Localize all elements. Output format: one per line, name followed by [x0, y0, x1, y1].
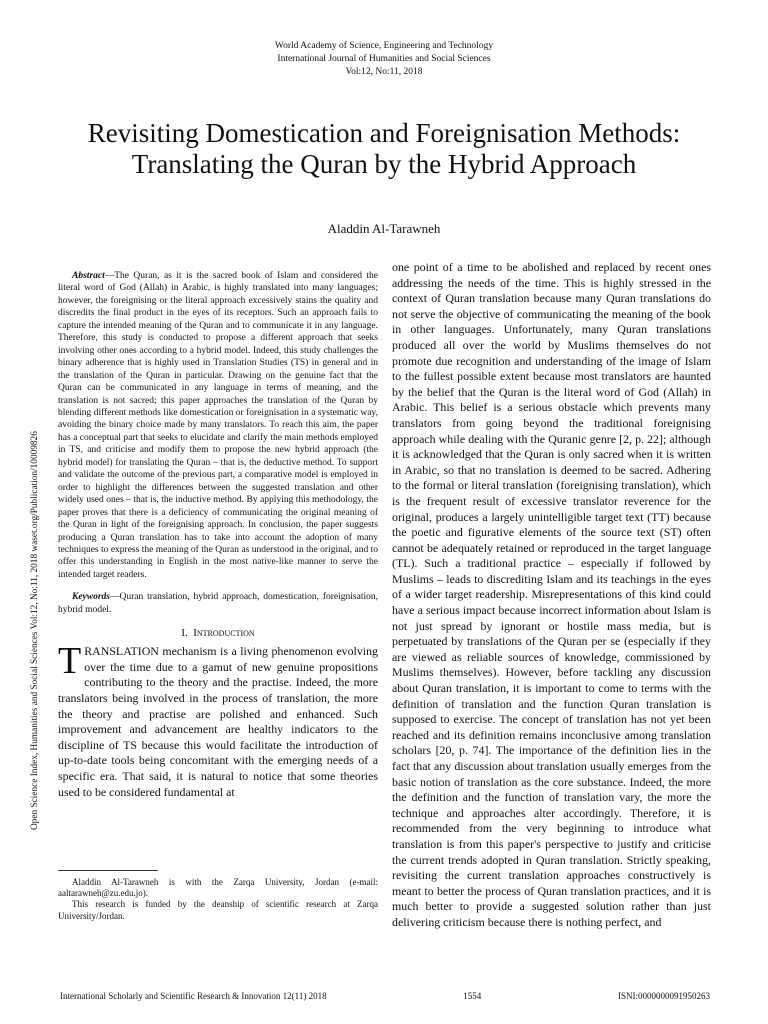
abstract: [58, 270, 378, 581]
paper-title: Revisiting Domestication and Foreignisation Methods: Translating the Quran by the Hybrid Approach: [87, 118, 681, 179]
section-title: Introduction: [193, 627, 255, 640]
footnote-affiliation: Aladdin Al-Tarawneh is with the Zarqa University, Jordan (e-mail: aaltarawneh@zu.edu.jo).: [58, 877, 378, 899]
abstract-label: Abstract: [72, 271, 105, 281]
right-column-text: one point of a time to be abolished and replaced by recent ones addressing the needs of the time. This is highly stressed in the context of Quran translation because many Quran translations do not serve the objective of communicating the meaning of the book in other languages. Unfortunately, many Quran translations produced all over the world by Muslims themselves do not promote due recognition and understanding of the image of Islam to the fullest possible extent because most translators are haunted by the belief that the Quran is the literal word of God (Allah) in Arabic. This belief is a serious obstacle which prevents many translators from going beyond the traditional foreignising approach while dealing with the Quranic genre [2, p. 22]; although it is acknowledged that the Quran is only sacred when it is written in Arabic, so that no translation is deemed to be sacred. Adhering to the formal or literal translation (foreignising translation), which is the frequent result of excessive translator reverence for the original, produces a largely unintelligible target text (TT) because the poetic and figurative elements of the source text (ST) often cannot be adequately retained or reproduced in the target language (TL). Such a traditional practice – especially if followed by Muslims – leads to discrediting Islam and its teachings in the eyes of a wider target readership. Misrepresentations of this kind could have a serious impact because incorrect information about Islam is not just spread by ignorant or hostile mass media, but is perpetuated by translations of the Quran per se (especially if they are viewed as reliable sources of knowledge, commissioned by Muslims themselves). However, before tackling any discussion about Quran translation, it is important to come to terms with the definition of translation and the function Quran translation is supposed to exercise. The concept of translation has not yet been reached and its definition remains inconclusive among translation scholars [20, p. 74]. The importance of the definition lies in the fact that any discussion about translation usually emerges from the basic notion of translation as the core substance. Indeed, the more the definition and the function of translation vary, the more the technique and approaches alter accordingly. Therefore, it is recommended from the very beginning to introduce what translation is from this paper's perspective to justify and criticise the current trends adopted in Quran translation. Strictly speaking, revisiting the current translation approaches constructively is meant to better the process of Quran translation practices, and it is much better to provide a suggested solution rather than just delivering criticism because there is nothing perfect, and: [392, 260, 711, 929]
footer-journal: International Scholarly and Scientific Research & Innovation 12(11) 2018: [60, 991, 327, 1001]
footnote-rule: [58, 870, 158, 871]
section-heading: [58, 627, 378, 639]
right-column: [392, 260, 711, 931]
intro-text: RANSLATION mechanism is a living phenomenon evolving over the time due to a gamut of new genuine propositions contributing to the theory and the practise. Indeed, the more translators being involved in the process of translation, the more the theory and practise are polished and enhanced. Such improvement and advancement are healthy indicators to the discipline of TS because this would facilitate the introduction of up-to-date tools being concomitant with the emerging needs of a specific era. That said, it is natural to notice that some theories used to be considered fundamental at: [58, 644, 378, 799]
keywords-label: Keywords: [72, 592, 110, 603]
footnote-funding: This research is funded by the deanship of scientific research at Zarqa University/Jordan.: [58, 899, 378, 921]
header-line-3: Vol:12, No:11, 2018: [345, 67, 423, 77]
abstract-text: —The Quran, as it is the sacred book of Islam and considered the literal word of God (Allah) in Arabic, is highly translated into many languages; however, the foreignising or the literal approach excessively stains the quality and discredits the final product in the eyes of its receptors. Such an approach fails to capture the intended meaning of the Quran and to communicate it in any language. Therefore, this study is conducted to propose a different approach that seeks involving other ones according to a hybrid model. Indeed, this study challenges the binary adherence that is highly used in Translation Studies (TS) in general and in the translation of the Quran in particular. Drawing on the genuine fact that the Quran can be communicated in any language in terms of meaning, and the translation is not sacred; this paper approaches the translation of the Quran by blending different methods like domestication or foreignisation in a systematic way, avoiding the binary choice made by many translators. To reach this aim, the paper has a conceptual part that seeks to elucidate and clarify the main methods employed in TS, and criticise and modify them to propose the new hybrid approach (the hybrid model) for translating the Quran – that is, the deductive method. To support and validate the outcome of the previous part, a comparative model is employed in order to highlight the differences between the suggested translation and other widely used ones – that is, the inductive method. By applying this methodology, the paper proves that there is a deficiency of communicating the original meaning of the Quran in light of the foreignising approach. In conclusion, the paper suggests producing a Quran translation has to take into account the adoption of many techniques to express the meaning of the Quran as understood in the original, and to offer this understanding in English in the most native-like manner to serve the intended target readers.: [58, 271, 378, 580]
page-footer: [60, 991, 710, 1001]
footnotes: [58, 877, 378, 922]
side-watermark: Open Science Index, Humanities and Social Sciences Vol:12, No:11, 2018 waset.org/Publication/10009826: [30, 431, 40, 830]
header-line-2: International Journal of Humanities and Social Sciences: [277, 54, 491, 64]
header-line-1: World Academy of Science, Engineering and Technology: [274, 41, 494, 51]
section-number: I.: [181, 627, 188, 640]
journal-header: [0, 40, 768, 79]
left-column: [58, 270, 378, 800]
footer-isni: ISNI:0000000091950263: [618, 991, 710, 1001]
keywords-text: —Quran translation, hybrid approach, domestication, foreignisation, hybrid model.: [58, 592, 378, 615]
intro-paragraph: [58, 640, 378, 800]
author-name: Aladdin Al-Tarawneh: [327, 221, 441, 236]
keywords: [58, 591, 378, 616]
footer-page-number: 1554: [463, 991, 482, 1001]
drop-cap: T: [58, 640, 82, 683]
